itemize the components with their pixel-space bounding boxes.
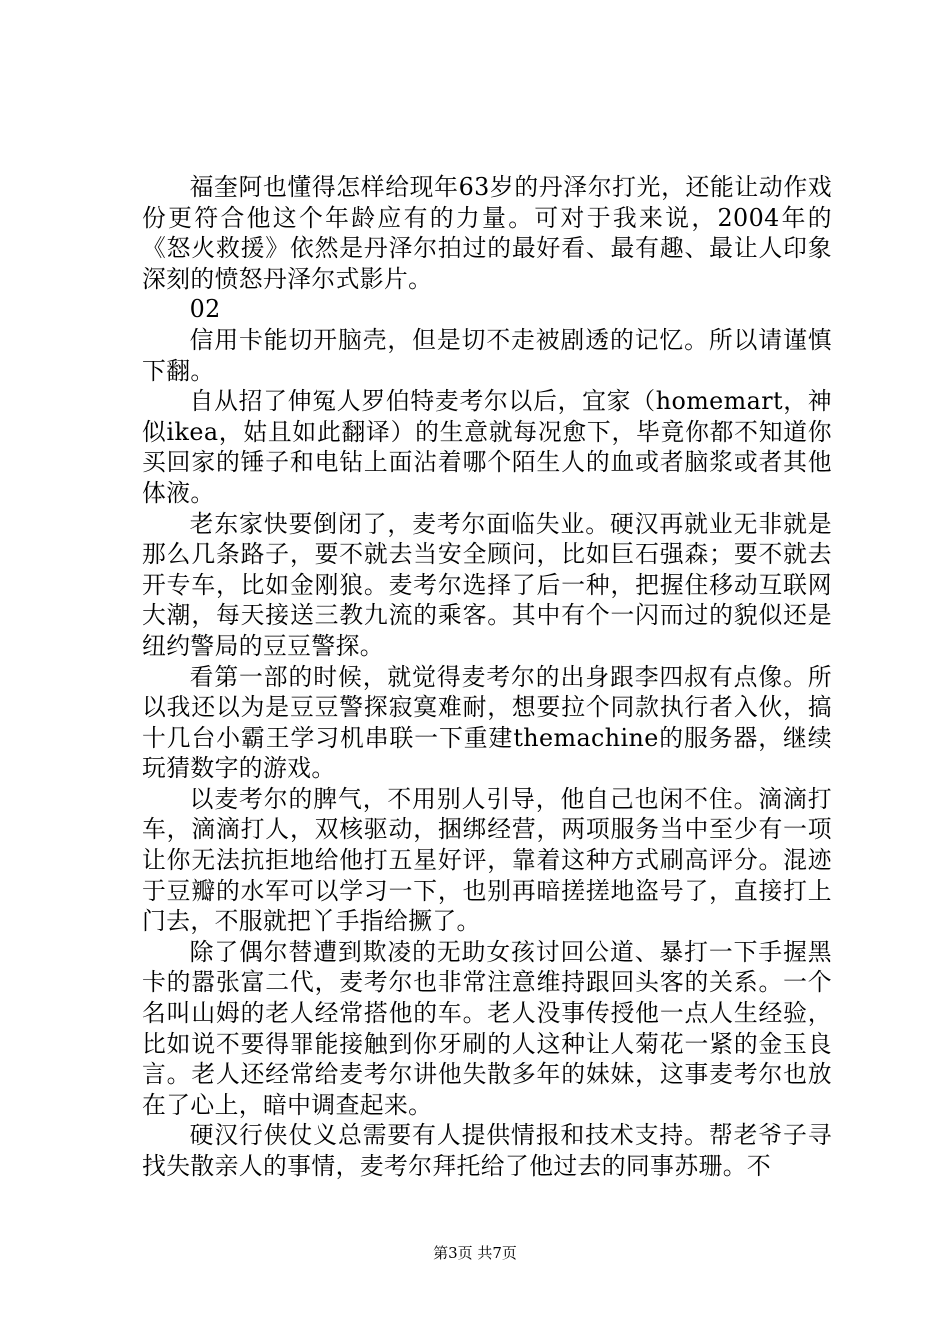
paragraph: 自从招了伸冤人罗伯特麦考尔以后，宜家（homemart，神似ikea，姑且如此翻译）的生意就每况愈下，毕竟你都不知道你买回家的锤子和电钻上面沾着哪个陌生人的血或者脑浆或者其他体液。 [142, 387, 832, 507]
paragraph: 看第一部的时候，就觉得麦考尔的出身跟李四叔有点像。所以我还以为是豆豆警探寂寞难耐，想要拉个同款执行者入伙，搞十几台小霸王学习机串联一下重建themachine的服务器，继续玩猜数字的游戏。 [142, 662, 832, 783]
paragraph: 信用卡能切开脑壳，但是切不走被剧透的记忆。所以请谨慎下翻。 [142, 325, 832, 385]
paragraph: 硬汉行侠仗义总需要有人提供情报和技术支持。帮老爷子寻找失散亲人的事情，麦考尔拜托给了他过去的同事苏珊。不 [142, 1121, 832, 1180]
paragraph: 老东家快要倒闭了，麦考尔面临失业。硬汉再就业无非就是那么几条路子，要不就去当安全顾问，比如巨石强森；要不就去开专车，比如金刚狼。麦考尔选择了后一种，把握住移动互联网大潮，每天接送三教九流的乘客。其中有个一闪而过的貌似还是纽约警局的豆豆警探。 [142, 509, 832, 660]
page-footer: 第3页 共7页 [433, 1244, 517, 1262]
paragraph: 除了偶尔替遭到欺凌的无助女孩讨回公道、暴打一下手握黑卡的嚣张富二代，麦考尔也非常注意维持跟回头客的关系。一个名叫山姆的老人经常搭他的车。老人没事传授他一点人生经验，比如说不要得罪能接触到你牙刷的人这种让人菊花一紧的金玉良言。老人还经常给麦考尔讲他失散多年的妹妹，这事麦考尔也放在了心上，暗中调查起来。 [142, 937, 832, 1119]
paragraph: 以麦考尔的脾气，不用别人引导，他自己也闲不住。滴滴打车，滴滴打人，双核驱动，捆绑经营，两项服务当中至少有一项让你无法抗拒地给他打五星好评，靠着这种方式刷高评分。混迹于豆瓣的水军可以学习一下，也别再暗搓搓地盗号了，直接打上门去，不服就把丫手指给撅了。 [142, 784, 832, 936]
paragraph: 福奎阿也懂得怎样给现年63岁的丹泽尔打光，还能让动作戏份更符合他这个年龄应有的力量。可对于我来说，2004年的《怒火救援》依然是丹泽尔拍过的最好看、最有趣、最让人印象深刻的愤怒丹泽尔式影片。 [142, 173, 832, 293]
body-text [142, 172, 832, 1182]
section-number: 02 [189, 295, 221, 324]
